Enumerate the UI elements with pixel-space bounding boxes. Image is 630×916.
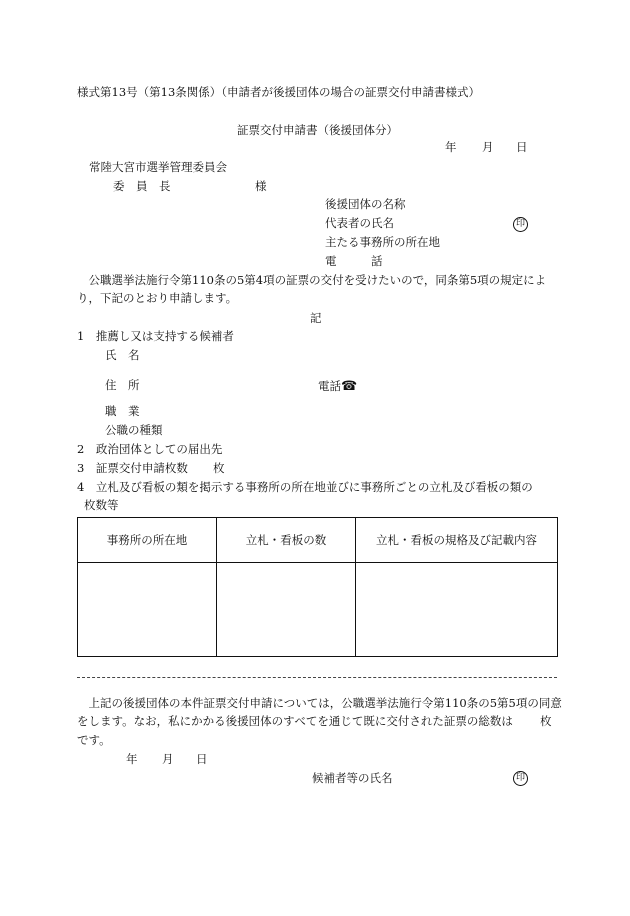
- date-month: 月: [482, 140, 494, 154]
- candidate-signature-label: 候補者等の氏名: [312, 771, 393, 785]
- ki-heading: 記: [310, 311, 322, 325]
- item-4-signboards: 4 立札及び看板の類を掲示する事務所の所在地並びに事務所ごとの立札及び看板の類の: [77, 480, 533, 494]
- item-1-candidate: 1 推薦し又は支持する候補者: [77, 329, 234, 343]
- seal-mark: 印: [513, 771, 528, 786]
- date-year: 年: [445, 140, 457, 154]
- table-header-sign-spec: 立札・看板の規格及び記載内容: [356, 518, 558, 563]
- table-cell-sign-count[interactable]: [217, 563, 356, 657]
- consent-date-month: 月: [162, 752, 174, 766]
- item-3-unit: 枚: [213, 461, 225, 475]
- dashed-separator: [77, 677, 557, 678]
- intro-text-line-2: り，下記のとおり申請します。: [77, 291, 238, 305]
- candidate-phone-label: [318, 379, 357, 395]
- table-header-sign-count: 立札・看板の数: [217, 518, 356, 563]
- telephone-icon: ☎: [341, 379, 358, 394]
- consent-text-line-2: をします。なお，私にかかる後援団体のすべてを通じて既に交付された証票の総数は: [77, 714, 513, 728]
- date-day: 日: [516, 140, 528, 154]
- addressee-committee: 常陸大宮市選挙管理委員会: [89, 160, 227, 174]
- document-title: 証票交付申請書（後援団体分）: [237, 123, 398, 137]
- applicant-group-name-label: 後援団体の名称: [325, 197, 406, 211]
- table-row: [78, 563, 558, 657]
- table-header-office-location: 事務所の所在地: [78, 518, 217, 563]
- candidate-name-label: 氏 名: [105, 348, 140, 362]
- form-number-title: 様式第13号（第13条関係）（申請者が後援団体の場合の証票交付申請書様式）: [77, 85, 481, 99]
- consent-total-unit: 枚: [540, 714, 552, 728]
- seal-mark: 印: [513, 217, 528, 232]
- candidate-office-type-label: 公職の種類: [105, 423, 163, 437]
- item-2-political-group: 2 政治団体としての届出先: [77, 442, 223, 456]
- table-header-row: [78, 518, 558, 563]
- consent-date-year: 年: [126, 752, 138, 766]
- candidate-address-label: 住 所: [105, 378, 140, 392]
- consent-text-line-1: 上記の後援団体の本件証票交付申請については，公職選挙法施行令第110条の5第5項の同意: [77, 696, 562, 710]
- intro-text-line-1: 公職選挙法施行令第110条の5第4項の証票の交付を受けたいので，同条第5項の規定によ: [77, 273, 547, 287]
- signboard-table: [77, 517, 558, 657]
- item-3-application-count: 3 証票交付申請枚数: [77, 461, 188, 475]
- consent-date-day: 日: [196, 752, 208, 766]
- table-cell-office-location[interactable]: [78, 563, 217, 657]
- consent-text-line-3: です。: [77, 733, 111, 747]
- item-4-signboards-continued: 枚数等: [84, 498, 119, 512]
- addressee-honorific: 様: [255, 179, 267, 193]
- candidate-phone-text: 電話: [318, 379, 341, 393]
- addressee-chair: 委 員 長: [113, 179, 171, 193]
- applicant-office-address-label: 主たる事務所の所在地: [325, 235, 440, 249]
- applicant-phone-label: 電 話: [325, 254, 383, 268]
- candidate-occupation-label: 職 業: [105, 404, 140, 418]
- table-cell-sign-spec[interactable]: [356, 563, 558, 657]
- applicant-representative-label: 代表者の氏名: [325, 216, 394, 230]
